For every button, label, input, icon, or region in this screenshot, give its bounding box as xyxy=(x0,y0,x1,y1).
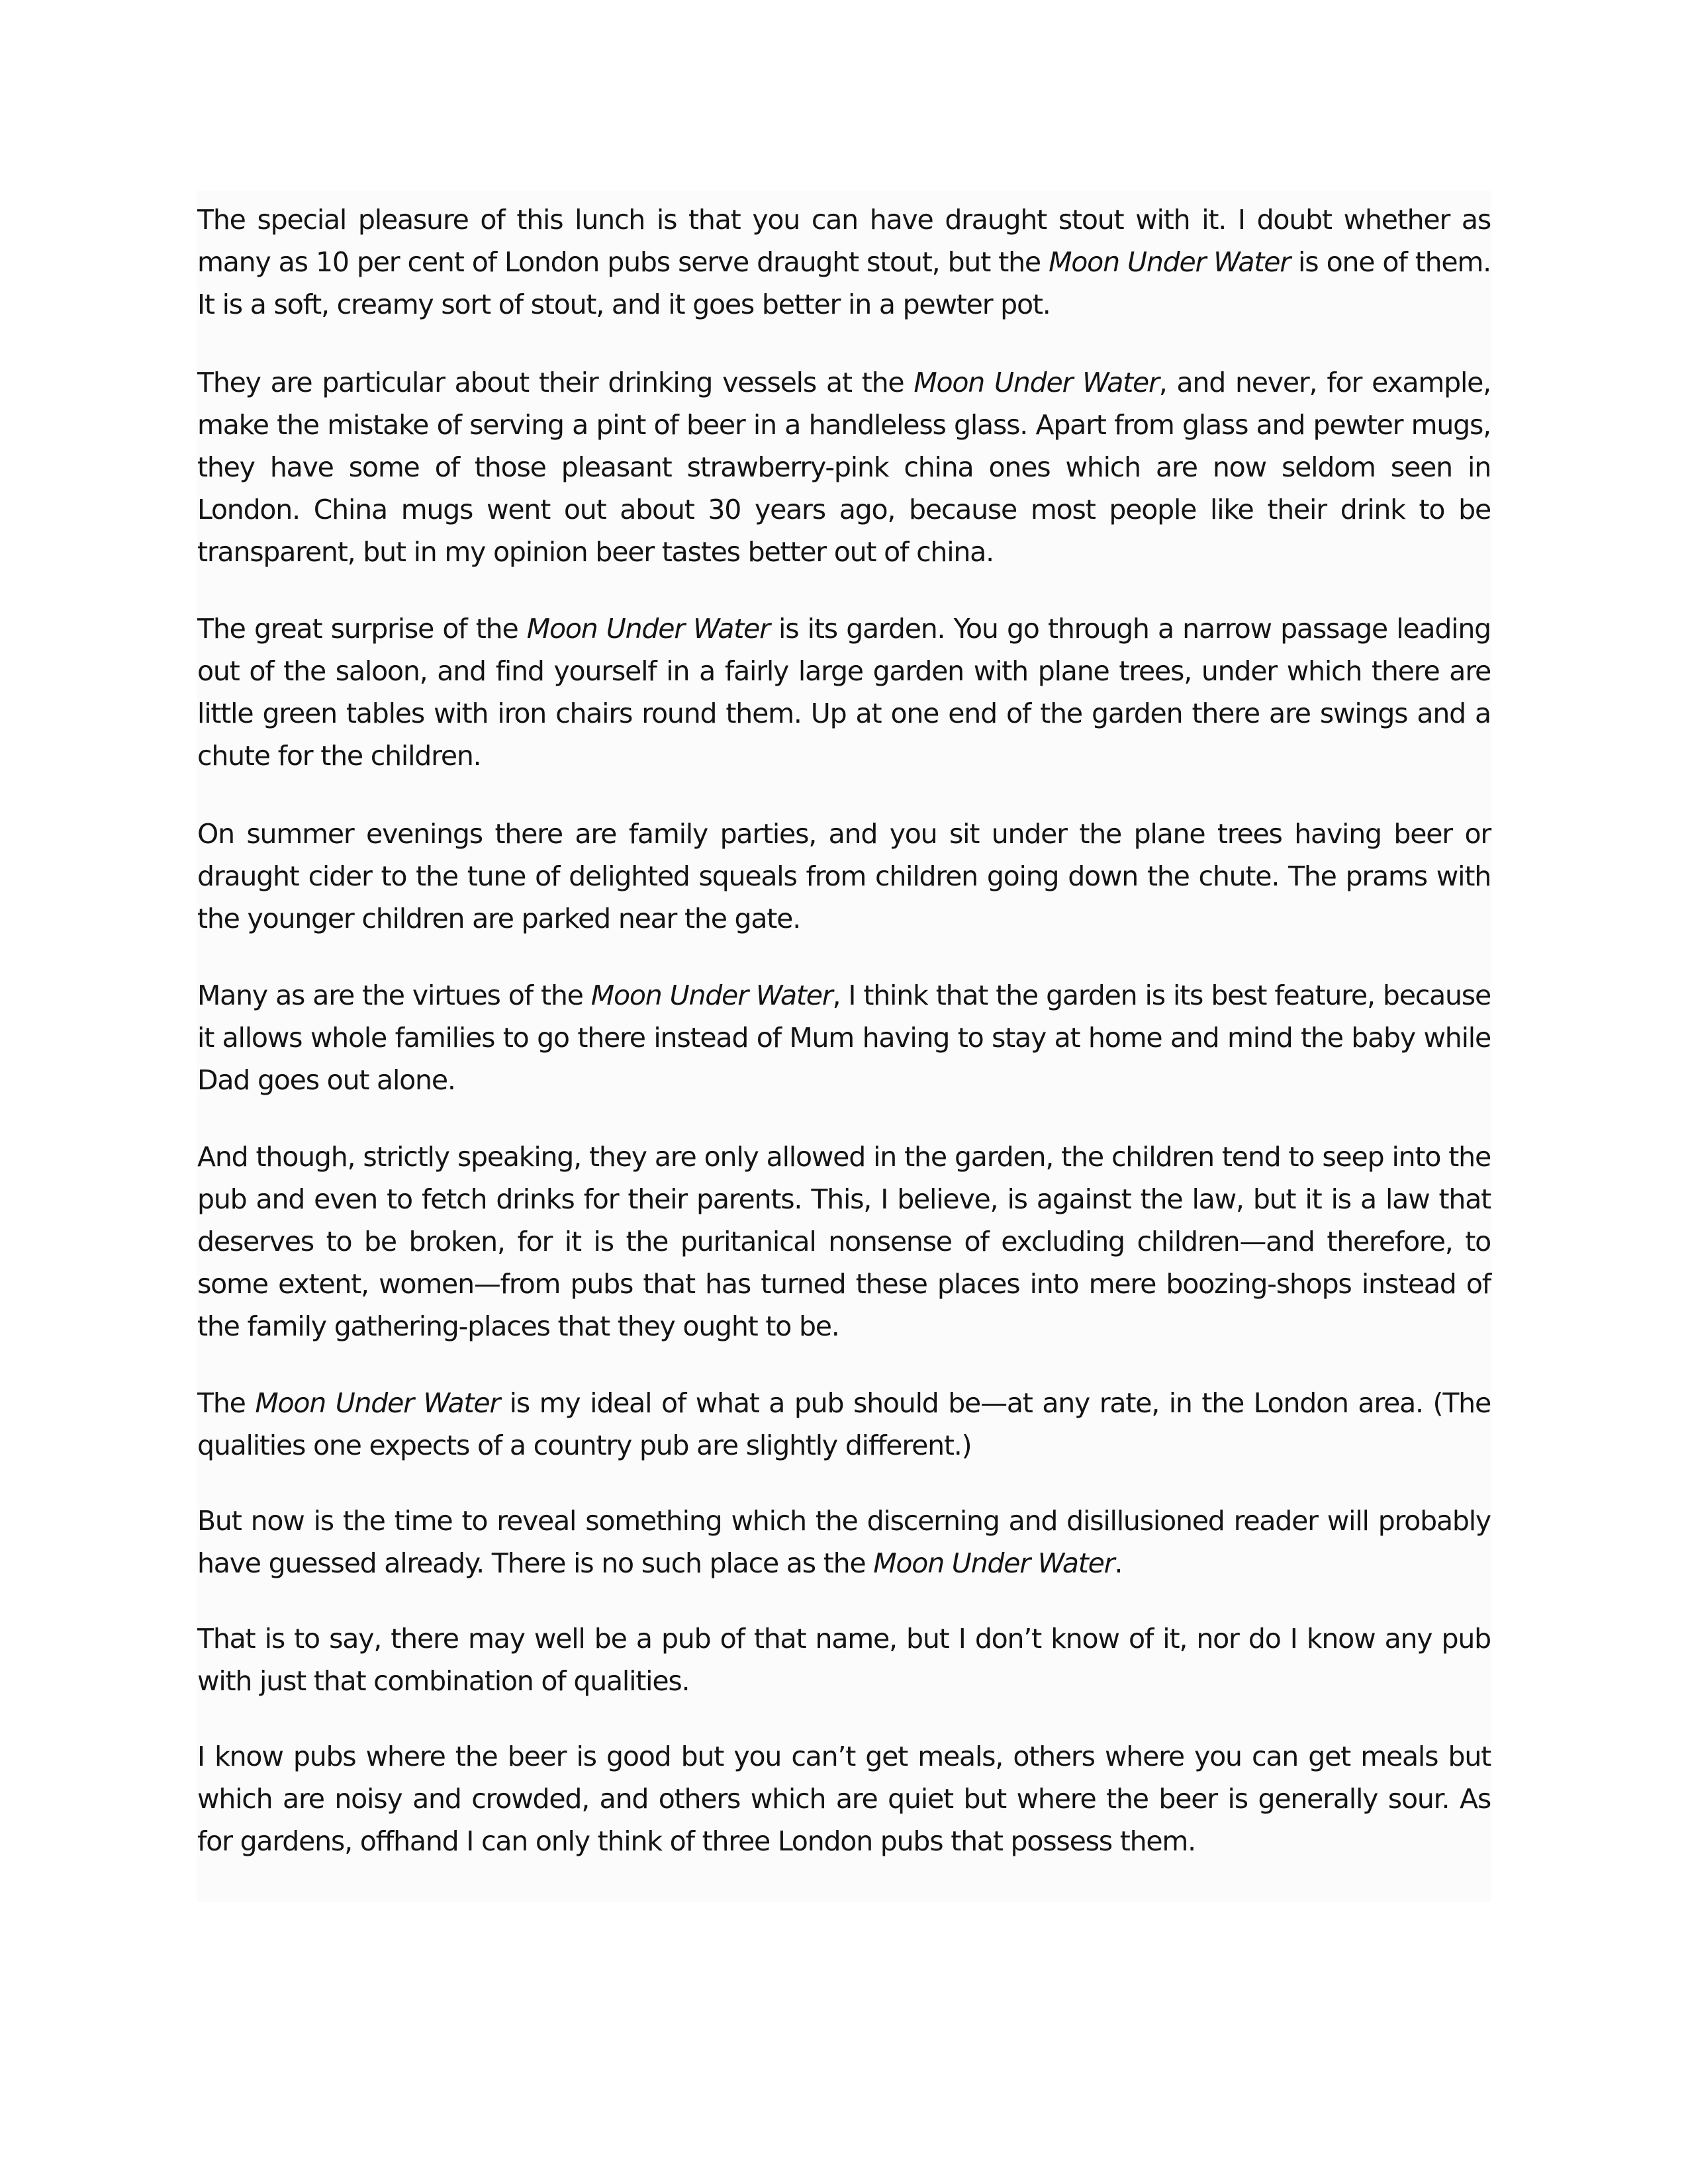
paragraph-2: They are particular about their drinking vessels at the Moon Under Water, and never, for example, make the mistake of serving a pint of beer in a handleless glass. Apart from glass and pewter mugs, they have some of those pleasant strawberry-pink china ones which are now seldom seen in London. China mugs went out about 30 years ago, because most people like their drink to be transparent, but in my opinion beer tastes better out of china. xyxy=(197,367,1491,568)
paragraph-7: The Moon Under Water is my ideal of what a pub should be—at any rate, in the London area. (The qualities one expects of a country pub are slightly different.) xyxy=(197,1387,1491,1461)
paragraph-4: On summer evenings there are family parties, and you sit under the plane trees having beer or draught cider to the tune of delighted squeals from children going down the chute. The prams with the younger children are parked near the gate. xyxy=(197,818,1491,934)
paragraph-10: I know pubs where the beer is good but you can’t get meals, others where you can get meals but which are noisy and crowded, and others which are quiet but where the beer is generally sour. As for gardens, offhand I can only think of three London pubs that possess them. xyxy=(197,1741,1491,1857)
paragraph-8: But now is the time to reveal something which the discerning and disillusioned reader will probably have guessed already. There is no such place as the Moon Under Water. xyxy=(197,1505,1491,1579)
paragraph-1: The special pleasure of this lunch is that you can have draught stout with it. I doubt whether as many as 10 per cent of London pubs serve draught stout, but the Moon Under Water is one of them. It is a soft, creamy sort of stout, and it goes better in a pewter pot. xyxy=(197,204,1491,320)
paragraph-6: And though, strictly speaking, they are only allowed in the garden, the children tend to seep into the pub and even to fetch drinks for their parents. This, I believe, is against the law, but it is a law that deserves to be broken, for it is the puritanical nonsense of excluding children—and therefore, to some extent, women—from pubs that has turned these places into mere boozing-shops instead of the family gathering-places that they ought to be. xyxy=(197,1141,1491,1342)
paragraph-3: The great surprise of the Moon Under Water is its garden. You go through a narrow passage leading out of the saloon, and find yourself in a fairly large garden with plane trees, under which there are little green tables with iron chairs round them. Up at one end of the garden there are swings and a chute for the children. xyxy=(197,613,1491,772)
paragraph-5: Many as are the virtues of the Moon Under Water, I think that the garden is its best feature, because it allows whole families to go there instead of Mum having to stay at home and mind the baby while Dad goes out alone. xyxy=(197,979,1491,1096)
essay-text-block xyxy=(197,191,1491,1902)
paragraph-9: That is to say, there may well be a pub of that name, but I don’t know of it, nor do I know any pub with just that combination of qualities. xyxy=(197,1623,1491,1697)
